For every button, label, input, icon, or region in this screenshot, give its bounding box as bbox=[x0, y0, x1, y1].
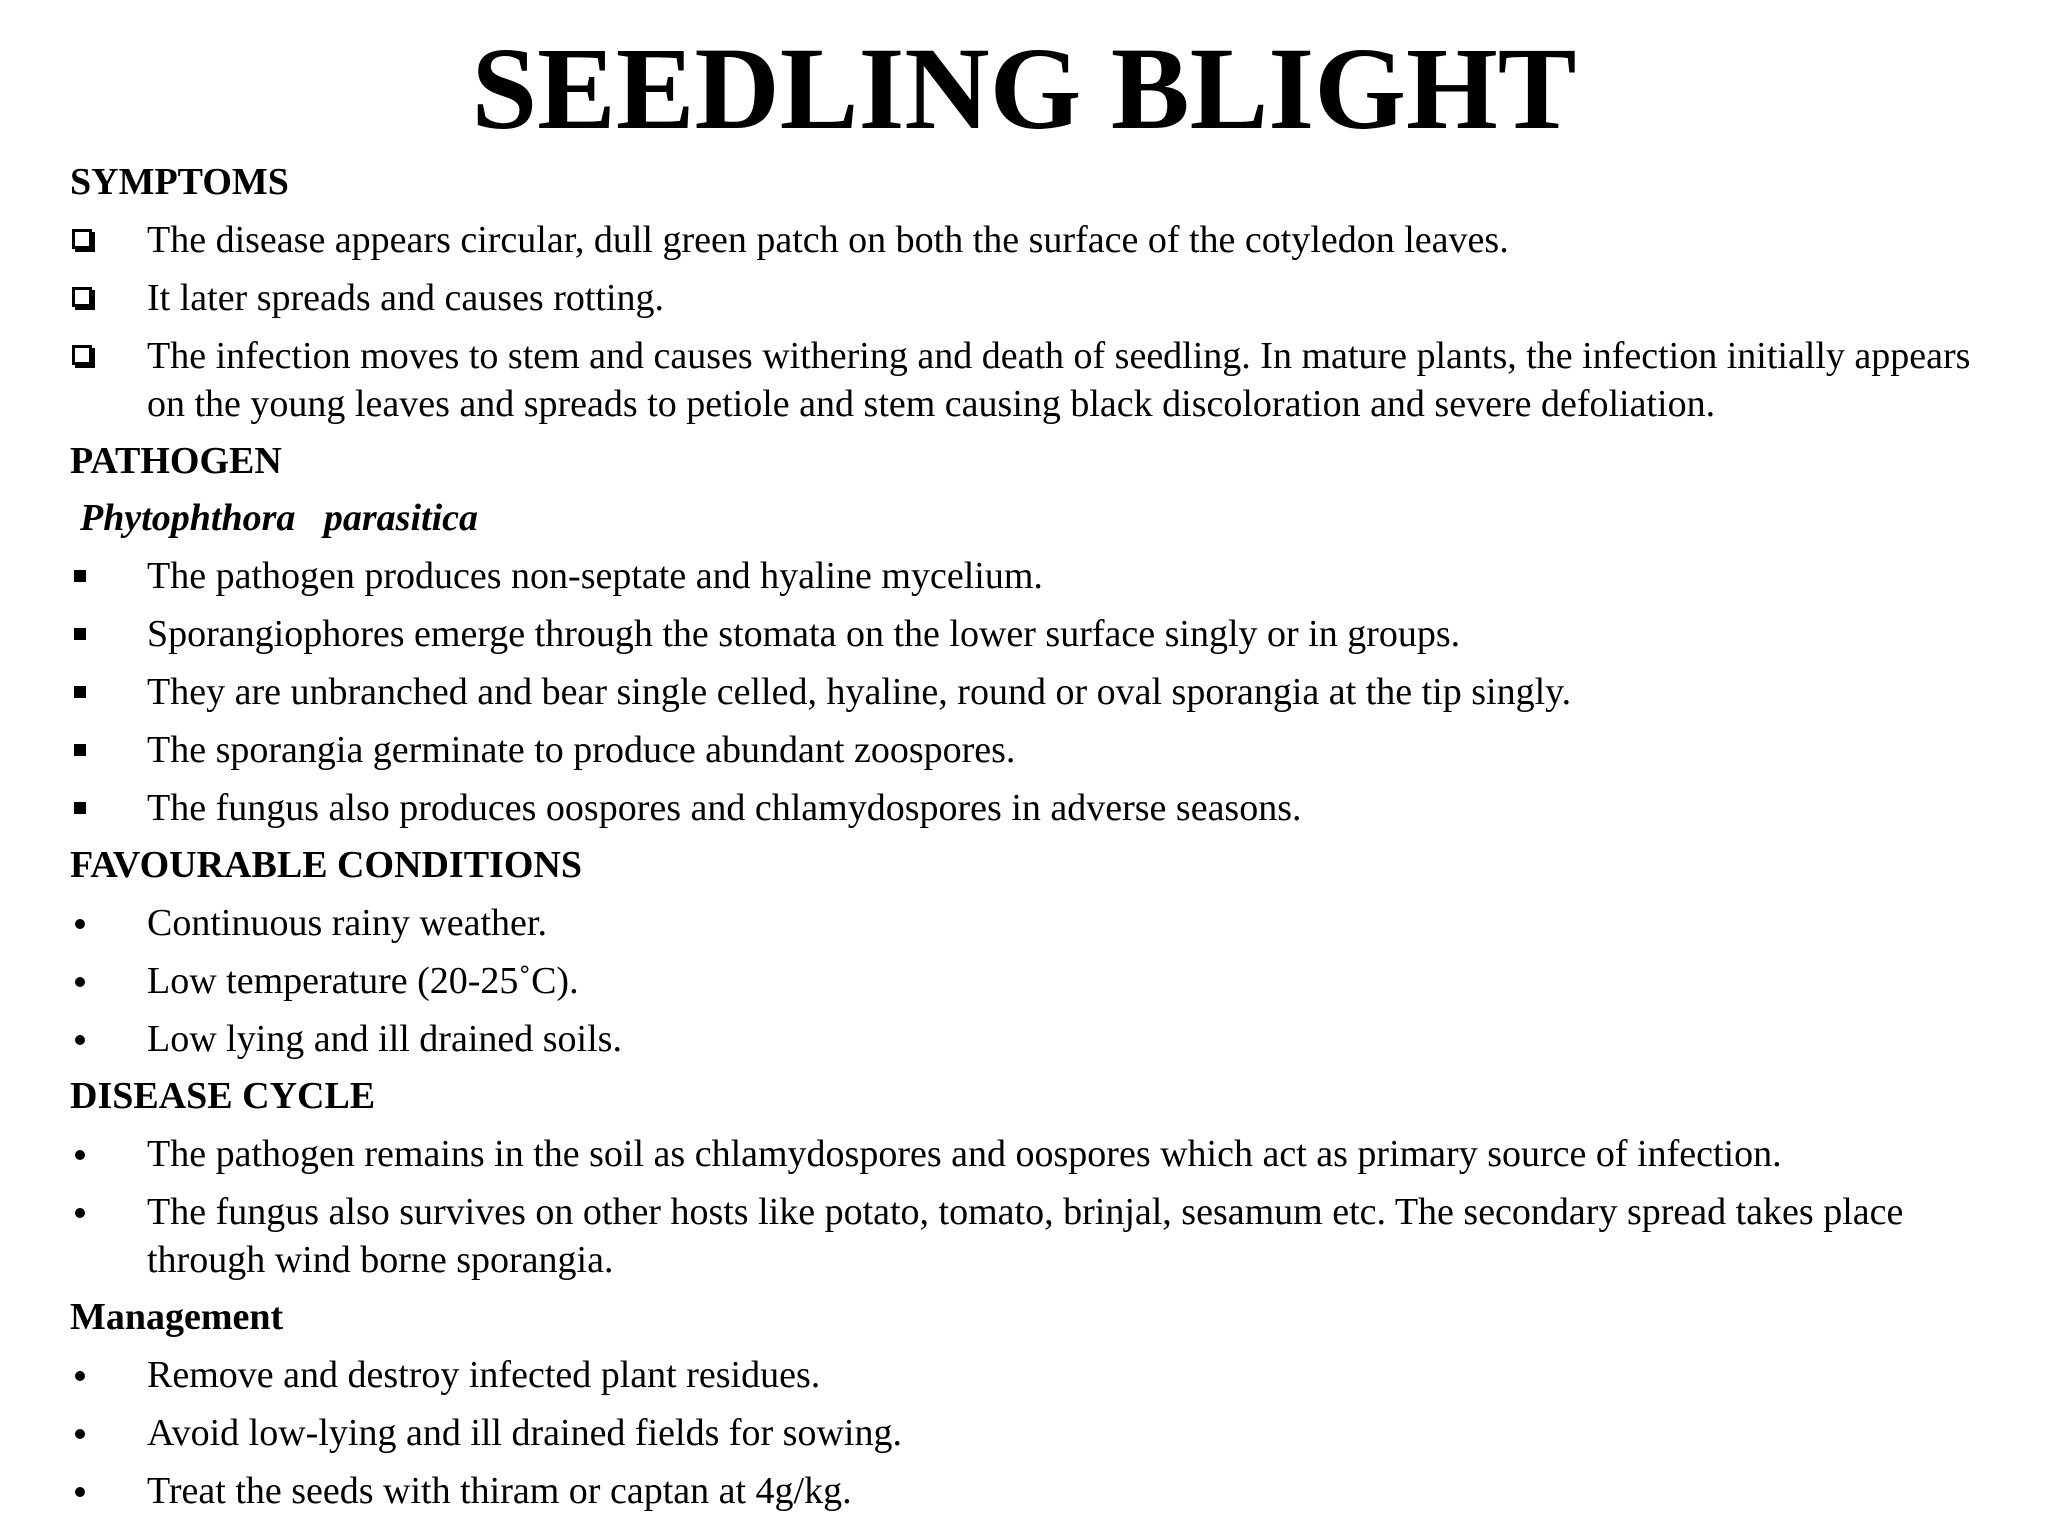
list-item bbox=[70, 1125, 2010, 1183]
conditions-list bbox=[70, 894, 2010, 1068]
symptoms-heading: SYMPTOMS bbox=[70, 161, 289, 203]
dot-bullet-icon bbox=[70, 1467, 110, 1515]
dot-bullet-icon bbox=[70, 1409, 110, 1457]
dot-bullet-icon bbox=[70, 957, 110, 1005]
square-bullet-icon bbox=[70, 784, 110, 832]
pathogen-list bbox=[70, 547, 2010, 837]
list-item bbox=[70, 327, 2010, 433]
checkbox-bullet-icon bbox=[70, 332, 110, 380]
pathogen-species-name: Phytophthora parasitica bbox=[80, 497, 478, 539]
list-item bbox=[70, 547, 2010, 605]
pathogen-heading: PATHOGEN bbox=[70, 440, 282, 482]
disease-cycle-list bbox=[70, 1125, 2010, 1289]
list-item bbox=[70, 663, 2010, 721]
checkbox-bullet-icon bbox=[70, 216, 110, 264]
checkbox-bullet-icon bbox=[70, 274, 110, 322]
dot-bullet-icon bbox=[70, 1351, 110, 1399]
square-bullet-icon bbox=[70, 552, 110, 600]
symptoms-list bbox=[70, 211, 2010, 433]
list-item bbox=[70, 1462, 2010, 1520]
list-item-text: The pathogen produces non-septate and hyaline mycelium. bbox=[147, 555, 1043, 597]
list-item-text: The sporangia germinate to produce abundant zoospores. bbox=[147, 729, 1016, 771]
list-item-text: They are unbranched and bear single celled, hyaline, round or oval sporangia at the tip singly. bbox=[147, 671, 1572, 713]
list-item bbox=[70, 1010, 2010, 1068]
list-item-text: The fungus also survives on other hosts like potato, tomato, brinjal, sesamum etc. The secondary spread takes place through wind borne sporangia. bbox=[147, 1191, 1904, 1281]
list-item-text: The pathogen remains in the soil as chlamydospores and oospores which act as primary source of infection. bbox=[147, 1133, 1782, 1175]
page-title: SEEDLING BLIGHT bbox=[471, 23, 1577, 154]
list-item-text: Remove and destroy infected plant residues. bbox=[147, 1354, 821, 1396]
list-item-text: Low temperature (20-25˚C). bbox=[147, 960, 579, 1002]
list-item bbox=[70, 211, 2010, 269]
square-bullet-icon bbox=[70, 668, 110, 716]
dot-bullet-icon bbox=[70, 899, 110, 947]
list-item bbox=[70, 1404, 2010, 1462]
list-item bbox=[70, 1346, 2010, 1404]
list-item-text: The fungus also produces oospores and chlamydospores in adverse seasons. bbox=[147, 787, 1302, 829]
slide-content bbox=[70, 154, 2010, 1520]
list-item bbox=[70, 269, 2010, 327]
dot-bullet-icon bbox=[70, 1188, 110, 1236]
disease-cycle-heading: DISEASE CYCLE bbox=[70, 1075, 376, 1117]
list-item bbox=[70, 721, 2010, 779]
list-item-text: It later spreads and causes rotting. bbox=[147, 277, 665, 319]
list-item-text: The infection moves to stem and causes withering and death of seedling. In mature plants, the infection initially appears on the young leaves and spreads to petiole and stem causing black discoloration and severe defoliation. bbox=[147, 335, 1971, 425]
list-item bbox=[70, 1183, 2010, 1289]
management-heading: Management bbox=[70, 1296, 284, 1338]
list-item-text: Sporangiophores emerge through the stomata on the lower surface singly or in groups. bbox=[147, 613, 1461, 655]
list-item-text: Continuous rainy weather. bbox=[147, 902, 547, 944]
list-item bbox=[70, 605, 2010, 663]
list-item-text: Low lying and ill drained soils. bbox=[147, 1018, 622, 1060]
dot-bullet-icon bbox=[70, 1130, 110, 1178]
conditions-heading: FAVOURABLE CONDITIONS bbox=[70, 844, 582, 886]
list-item-text: The disease appears circular, dull green patch on both the surface of the cotyledon leaves. bbox=[147, 219, 1509, 261]
square-bullet-icon bbox=[70, 610, 110, 658]
list-item bbox=[70, 952, 2010, 1010]
list-item bbox=[70, 779, 2010, 837]
list-item-text: Treat the seeds with thiram or captan at 4g/kg. bbox=[147, 1470, 852, 1512]
management-list bbox=[70, 1346, 2010, 1520]
dot-bullet-icon bbox=[70, 1015, 110, 1063]
square-bullet-icon bbox=[70, 726, 110, 774]
list-item-text: Avoid low-lying and ill drained fields for sowing. bbox=[147, 1412, 902, 1454]
list-item bbox=[70, 894, 2010, 952]
